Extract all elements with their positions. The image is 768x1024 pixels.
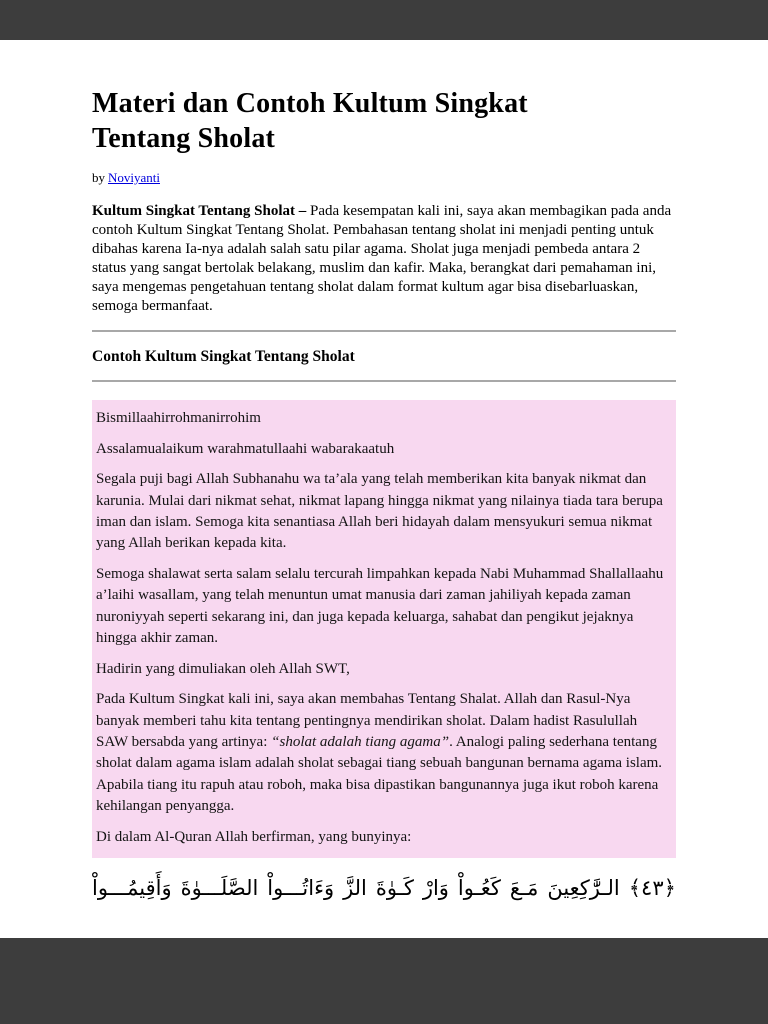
- author-link[interactable]: Noviyanti: [108, 170, 160, 185]
- divider-top: [92, 330, 676, 332]
- divider-bottom: [92, 380, 676, 382]
- highlight-paragraph: Bismillaahirrohmanirrohim: [96, 410, 261, 427]
- highlight-paragraph: Hadirin yang dimuliakan oleh Allah SWT,: [96, 660, 350, 677]
- page-content: [0, 40, 768, 900]
- byline-prefix: by: [92, 170, 105, 185]
- page-title: Materi dan Contoh Kultum Singkat Tentang Sholat: [92, 88, 528, 154]
- highlight-paragraph: Segala puji bagi Allah Subhanahu wa ta’ala yang telah memberikan kita banyak nikmat dan karunia. Mulai dari nikmat sehat, nikmat lapang hingga nikmat yang nilainya tiada tara berupa iman dan islam. Semoga kita senantiasa Allah beri hidayah dalam mensyukuri semua nikmat yang Allah berikan kepada kita.: [96, 471, 663, 552]
- quran-word: وَءَاتُـــواْ: [267, 876, 335, 901]
- highlight-paragraph: [96, 689, 666, 818]
- hadith-quote: “sholat adalah tiang agama”: [271, 733, 450, 750]
- quran-word: الصَّلَـــوٰةَ: [180, 876, 259, 901]
- intro-paragraph: [92, 202, 676, 316]
- quran-word: ﴿٤٣﴾: [628, 876, 676, 901]
- quran-word: وَأَقِيمُـــواْ: [92, 876, 172, 901]
- quran-word: كَعُـواْ: [457, 876, 501, 901]
- quran-word: كَـوٰةَ: [375, 876, 414, 901]
- quran-word: الزَّ: [343, 876, 367, 901]
- intro-lead-bold: Kultum Singkat Tentang Sholat –: [92, 203, 310, 219]
- quran-verse: [92, 876, 676, 900]
- quran-word: مَـعَ: [509, 876, 539, 901]
- section-heading: Contoh Kultum Singkat Tentang Sholat: [92, 348, 355, 366]
- document-page: [0, 40, 768, 938]
- highlight-paragraph: Di dalam Al-Quran Allah berfirman, yang bunyinya:: [96, 828, 412, 845]
- highlight-paragraph: Semoga shalawat serta salam selalu tercurah limpahkan kepada Nabi Muhammad Shallallaahu a’laihi wasallam, yang telah menuntun umat manusia dari zaman jahiliyah kepada zaman nuroniyyah seperti sekarang ini, dan juga kepada keluarga, sahabat dan pengikut jejaknya hingga akhir zaman.: [96, 565, 664, 647]
- highlight-block: [92, 400, 676, 858]
- quran-word: الـرَّٰكِعِينَ: [547, 876, 620, 901]
- intro-text: Pada kesempatan kali ini, saya akan membagikan pada anda contoh Kultum Singkat Tentang Sholat. Pembahasan tentang sholat ini menjadi penting untuk dibahas karena Ia-nya adalah salah satu pilar agama. Sholat juga menjadi pembeda antara 2 status yang sangat bertolak belakang, muslim dan kafir. Maka, berangkat dari pemahaman ini, saya mengemas pengetahuan tentang sholat dalam format kultum agar bisa disebarluaskan, semoga bermanfaat.: [92, 203, 672, 315]
- byline: [92, 170, 676, 186]
- paragraph-text: Pada Kultum Singkat kali ini, saya akan membahas Tentang Shalat. Allah dan Rasul-Nya banyak memberi tahu kita tentang pentingnya mendirikan sholat. Dalam hadist Rasulullah SAW bersabda yang artinya:: [96, 691, 638, 750]
- paragraph-text: . Analogi paling sederhana tentang sholat dalam agama islam adalah sholat sebagai tiang sebuah bangunan bernama agama islam. Apabila tiang itu rapuh atau roboh, maka bisa dipastikan bangunannya juga ikut roboh karena kehilangan penyangga.: [96, 733, 663, 815]
- highlight-paragraph: Assalamualaikum warahmatullaahi wabarakaatuh: [96, 440, 395, 457]
- viewer-top-margin: [0, 0, 768, 40]
- quran-word: وَارْ: [422, 876, 449, 901]
